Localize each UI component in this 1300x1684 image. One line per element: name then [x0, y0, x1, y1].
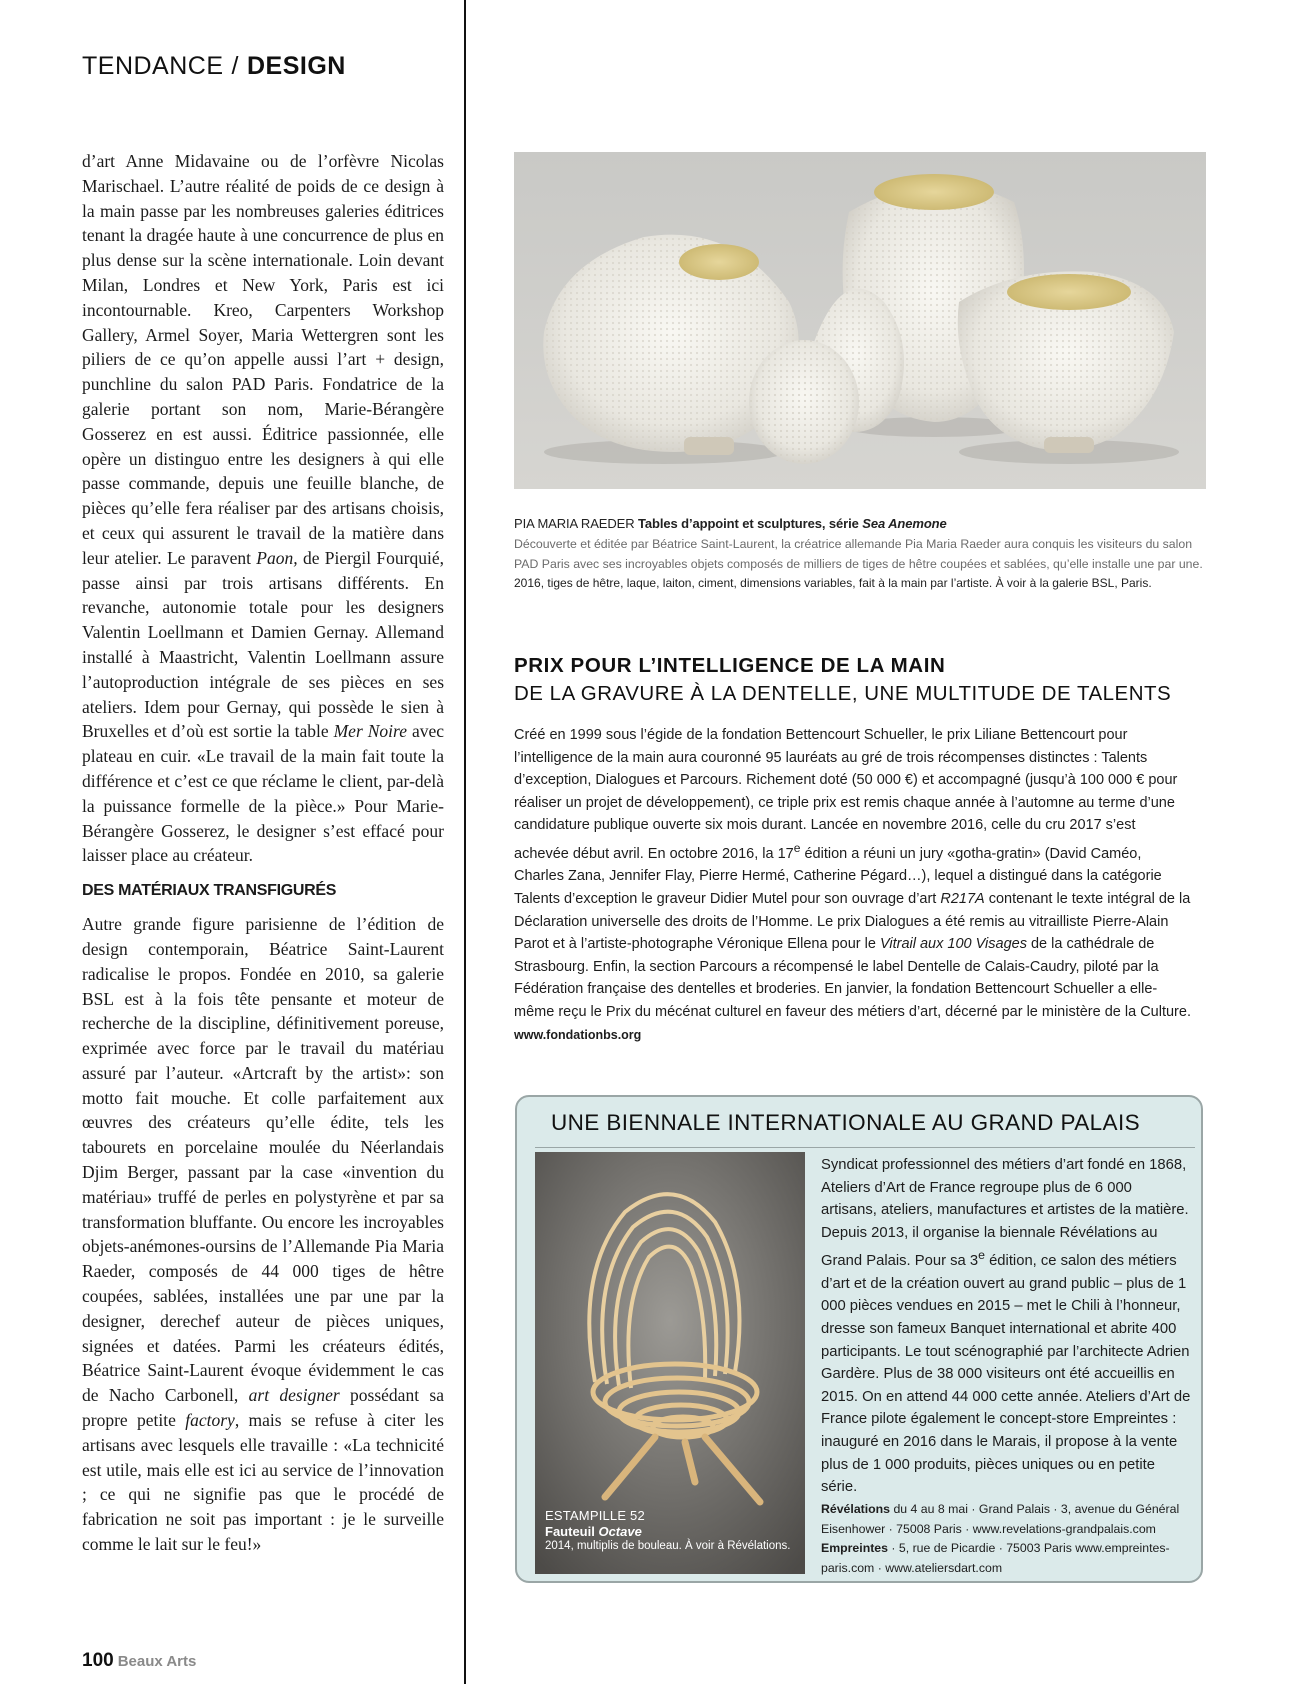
- revelations-info: Révélations du 4 au 8 mai · Grand Palais · 3, avenue du Général Eisenhower · 75008 Paris · www.revelations-grandpalais.com: [821, 1502, 1180, 1536]
- article-left-column: [82, 149, 444, 1557]
- section-separator: /: [231, 52, 239, 80]
- biennale-title-rule: [535, 1147, 1195, 1148]
- caption-description: Découverte et éditée par Béatrice Saint-Laurent, la créatrice allemande Pia Maria Raeder aura conquis les visiteurs du salon PAD Paris avec ses incroyables objets composés de milliers de tiges de hêtre coupées et sablées, qu’elle installe une par une.: [514, 537, 1203, 571]
- prize-title: PRIX POUR L’INTELLIGENCE DE LA MAIN: [514, 654, 946, 677]
- article-paragraph-1: d’art Anne Midavaine ou de l’orfèvre Nicolas Marischael. L’autre réalité de poids de ce design à la main passe par les nombreuses galeries éditrices tenant la dragée haute à une concurrence de plus en plus dense sur la scène internationale. Loin devant Milan, Londres et New York, Paris est ici incontournable. Kreo, Carpenters Workshop Gallery, Armel Soyer, Maria Wettergren sont les piliers de ce qu’on appelle aussi l’art + design, punchline du salon PAD Paris. Fondatrice de la galerie portant son nom, Marie-Bérangère Gosserez en est aussi. Éditrice passionnée, elle opère un distinguo entre les designers à qui elle passe commande, depuis une feuille blanche, de pièces qu’elle fera réaliser par des artisans choisis, et ceux qui assurent le travail de la matière dans leur atelier. Le paravent Paon, de Piergil Fourquié, passe ainsi par trois artisans différents. En revanche, autonomie totale pour les designers Valentin Loellmann et Damien Gernay. Allemand installé à Maastricht, Valentin Loellmann assure l’autoproduction intégrale de ses pièces en ses ateliers. Idem pour Gernay, qui possède le sien à Bruxelles et d’où est sortie la table Mer Noire avec plateau en cuir. «Le travail de la main fait toute la différence et c’est ce que réclame le client, par-delà la puissance formelle de la pièce.» Pour Marie-Bérangère Gosserez, le designer s’est effacé pour laisser place au créateur.: [82, 151, 445, 866]
- article-subheading: DES MATÉRIAUX TRANSFIGURÉS: [82, 882, 337, 900]
- prize-body: Créé en 1999 sous l’égide de la fondation Bettencourt Schueller, le prix Liliane Bettencourt pour l’intelligence de la main aura couronné 95 lauréats au gré de trois récompenses distinctes : Talents d’exception, Dialogues et Parcours. Richement doté (50 000 €) et accompagné (jusqu’à 100 000 € pour réaliser un projet de développement), ce triple prix est remis chaque année à l’automne au terme d’une candidature publique ouverte six mois durant. Lancée en novembre 2016, celle du cru 2017 s’est achevée début avril. En octobre 2016, la 17e édition a réuni un jury «gotha-gratin» (David Caméo, Charles Zana, Jennifer Flay, Pierre Hermé, Catherine Pégard…), lequel a distingué dans la catégorie Talents d’exception le graveur Didier Mutel pour son ouvrage d’art R217A contenant le texte intégral de la Déclaration universelle des droits de l’Homme. Le prix Dialogues a été remis au vitrailliste Pierre-Alain Parot et à l’artiste-photographe Véronique Ellena pour le Vitrail aux 100 Visages de la cathédrale de Strasbourg. Enfin, la section Parcours a récompensé le label Dentelle de Calais-Caudry, piloté par la Fédération française des dentelles et broderies. En janvier, la fondation Bettencourt Schueller a elle-même reçu le Prix du mécénat culturel en faveur des métiers d’art, décerné par le ministère de la Culture. www.fondationbs.org: [514, 727, 1191, 1042]
- empreintes-info: Empreintes · 5, rue de Picardie · 75003 Paris www.empreintes-paris.com · www.ateliersdart.com: [821, 1541, 1170, 1575]
- chair-caption-meta: 2014, multiplis de bouleau. À voir à Révélations.: [545, 1540, 791, 1552]
- sphere-sculpture: [749, 340, 859, 464]
- biennale-title: UNE BIENNALE INTERNATIONALE AU GRAND PALAIS: [551, 1110, 1141, 1135]
- prize-subtitle: DE LA GRAVURE À LA DENTELLE, UNE MULTITUDE DE TALENTS: [514, 682, 1172, 705]
- caption-meta: 2016, tiges de hêtre, laque, laiton, ciment, dimensions variables, fait à la main par l’artiste. À voir à la galerie BSL, Paris.: [514, 576, 1152, 590]
- caption-series: Sea Anemone: [862, 516, 947, 531]
- caption-title: Tables d’appoint et sculptures, série: [638, 516, 859, 531]
- page-number: 100: [82, 1650, 114, 1671]
- fondation-link[interactable]: www.fondationbs.org: [514, 1027, 642, 1042]
- article-paragraph-2: Autre grande figure parisienne de l’édition de design contemporain, Béatrice Saint-Laurent radicalise le propos. Fondée en 2010, sa galerie BSL est à la fois tête pensante et moteur de recherche de la discipline, définitivement poreuse, exprimée avec force par le travail du matériau assuré par l’auteur. «Artcraft by the artist»: son motto fait mouche. Et colle parfaitement aux œuvres des créateurs qu’elle édite, tels les tabourets en porcelaine moulée du Néerlandais Djim Berger, passant par la case «invention du matériau» truffé de perles en polystyrène et par sa transformation bluffante. Ou encore les incroyables objets-anémones-oursins de l’Allemande Pia Maria Raeder, composés de 44 000 tiges de hêtre coupées, sablées, installées une par une par la designer, derechef auteur de pièces uniques, signées et datées. Parmi les créateurs édités, Béatrice Saint-Laurent évoque évidemment le cas de Nacho Carbonell, art designer possédant sa propre petite factory, mais se refuse à citer les artisans avec lesquels elle travaille : «La technicité est utile, mais elle est ici au service de l’innovation ; ce qui ne signifie pas que le procédé de fabrication ne soit pas important : je le surveille comme le lait sur le feu!»: [82, 914, 444, 1555]
- chair-name: Octave: [598, 1524, 642, 1539]
- subsection-label: DESIGN: [246, 52, 346, 80]
- mer-noire-title: Mer Noire: [333, 721, 407, 742]
- section-label: TENDANCE: [82, 52, 224, 80]
- page-footer: [82, 1650, 196, 1672]
- photo-caption: [514, 516, 1214, 590]
- biennale-info: [821, 1500, 1191, 1578]
- paon-title: Paon,: [256, 547, 298, 568]
- caption-artist: PIA MARIA RAEDER: [514, 516, 635, 531]
- magazine-name: Beaux Arts: [117, 1653, 197, 1670]
- chair-caption: ESTAMPILLE 52 Fauteuil Octave 2014, multiplis de bouleau. À voir à Révélations.: [545, 1508, 801, 1552]
- chair-caption-label: ESTAMPILLE 52: [545, 1508, 645, 1523]
- column-divider: [464, 0, 466, 1684]
- anemone-sculptures-photo: [514, 152, 1206, 489]
- biennale-body: Syndicat professionnel des métiers d’art fondé en 1868, Ateliers d’Art de France regroupe plus de 6 000 artisans, ateliers, manufactures et artistes de la matière. Depuis 2013, il organise la biennale Révélations au Grand Palais. Pour sa 3e édition, ce salon des métiers d’art et de la création ouvert au grand public – plus de 1 000 pièces vendues en 2015 – met le Chili à l’honneur, dresse son fameux Banquet international et abrite 400 participants. Le tout scénographié par l’architecte Adrien Gardère. Plus de 38 000 visiteurs ont été accueillis en 2015. On en attend 44 000 cette année. Ateliers d’Art de France pilote également le concept-store Empreintes : inauguré en 2016 dans le Marais, il propose à la vente plus de 1 000 produits, pièces uniques ou en petite série.: [821, 1157, 1191, 1496]
- section-header: [82, 52, 346, 81]
